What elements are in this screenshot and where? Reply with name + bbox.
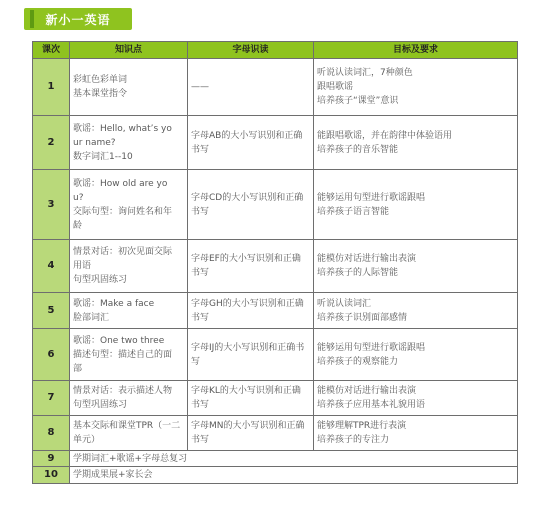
knowledge-line: 数字词汇1--10 [73,151,133,162]
lesson-number: 1 [33,59,70,116]
lesson-number: 4 [33,240,70,293]
letters-line: 字母KL的大小写识别和正确 [191,386,301,396]
lesson-number: 5 [33,293,70,329]
table-row [33,116,518,170]
letters-cell [188,293,314,329]
goals-line: 培养孩子的观察能力 [317,356,399,367]
goals-line: 培养孩子的人际智能 [317,268,399,278]
knowledge-cell [70,59,188,116]
knowledge-cell [70,170,188,240]
header-letters: 字母识读 [188,42,314,59]
letters-line: 书写 [191,268,210,278]
knowledge-line: 歌谣：How old are yo [73,178,168,189]
knowledge-line: ur name? [73,137,116,148]
letters-line: 书写 [191,435,210,445]
lesson-number: 8 [33,416,70,451]
goals-line: 能模仿对话进行输出表演 [317,254,417,264]
goals-cell [314,240,518,293]
knowledge-line: 句型巩固练习 [73,275,128,285]
knowledge-line: 描述句型：描述自己的面 [73,349,173,360]
lesson-number: 2 [33,116,70,170]
knowledge-line: 单元） [73,435,101,445]
goals-line: 培养孩子的专注力 [317,435,390,445]
knowledge-cell [70,116,188,170]
goals-line: 能够运用句型进行歌谣跟唱 [317,192,426,203]
letters-cell [188,381,314,416]
table-header-row [33,42,518,59]
letters-line: 字母GH的大小写识别和正确 [191,298,304,309]
table-row [33,170,518,240]
knowledge-line: u? [73,192,84,203]
knowledge-line: 龄 [73,220,83,231]
table-row [33,240,518,293]
letters-line: 书写 [191,312,210,323]
knowledge-line: 歌谣：Hello, what’s yo [73,123,172,134]
goals-line: 能够运用句型进行歌谣跟唱 [317,342,426,353]
knowledge-line: 情景对话：初次见面交际 [73,247,173,257]
table-row [33,329,518,381]
goals-cell [314,416,518,451]
knowledge-line: 脸部词汇 [73,312,110,323]
goals-cell [314,116,518,170]
goals-line: 听说认读词汇，7种颜色 [317,68,413,78]
letters-cell [188,240,314,293]
goals-line: 培养孩子应用基本礼貌用语 [317,400,426,410]
letters-cell [188,329,314,381]
goals-cell [314,293,518,329]
goals-line: 培养孩子的音乐智能 [317,144,399,155]
goals-line: 听说认读词汇 [317,298,372,309]
letters-line: 字母CD的大小写识别和正确 [191,192,304,203]
letters-cell [188,416,314,451]
letters-line: 书写 [191,206,210,217]
table-row [33,59,518,116]
letters-cell [188,116,314,170]
table-row [33,416,518,451]
knowledge-line: 交际句型：询问姓名和年 [73,206,173,217]
goals-cell [314,381,518,416]
goals-line: 培养孩子识别面部感情 [317,312,408,323]
header-goals: 目标及要求 [314,42,518,59]
knowledge-line: 歌谣：One two three [73,335,165,346]
table-row [33,467,518,484]
lesson-number: 3 [33,170,70,240]
goals-line: 能跟唱歌谣，并在韵律中体验语用 [317,130,453,141]
letters-cell [188,170,314,240]
lesson-number: 7 [33,381,70,416]
header-lesson: 课次 [33,42,70,59]
lesson-number: 6 [33,329,70,381]
goals-cell [314,170,518,240]
table-body [33,59,518,484]
lesson-number: 9 [33,451,70,467]
knowledge-line: 彩虹色彩单词 [73,75,128,85]
goals-cell [314,329,518,381]
letters-cell [188,59,314,116]
summary-cell: 学期成果展+家长会 [70,467,518,484]
knowledge-cell [70,329,188,381]
table-row [33,451,518,467]
lesson-number: 10 [33,467,70,484]
knowledge-line: 基本交际和课堂TPR（一二 [73,421,181,431]
goals-line: 培养孩子“课堂”意识 [317,96,399,106]
knowledge-line: 歌谣：Make a face [73,298,155,309]
course-title: 新小一英语 [45,13,111,27]
table-row [33,381,518,416]
knowledge-line: 部 [73,363,83,374]
knowledge-line: 情景对话：表示描述人物 [73,386,173,396]
course-title-badge [24,8,132,30]
knowledge-line: 基本课堂指令 [73,89,128,99]
goals-cell [314,59,518,116]
letters-line: 写 [191,356,201,367]
knowledge-cell [70,416,188,451]
goals-line: 跟唱歌谣 [317,82,354,92]
knowledge-line: 句型巩固练习 [73,400,128,410]
letters-line: 字母MN的大小写识别和正确 [191,421,305,431]
letters-line: 字母IJ的大小写识别和正确书 [191,342,305,353]
letters-line: 书写 [191,400,210,410]
knowledge-cell [70,240,188,293]
letters-line: 书写 [191,144,210,155]
letters-line: 字母AB的大小写识别和正确 [191,130,303,141]
letters-line: 字母EF的大小写识别和正确 [191,254,301,264]
syllabus-table [32,41,518,484]
knowledge-line: 用语 [73,261,92,271]
goals-line: 培养孩子语言智能 [317,206,390,217]
knowledge-cell [70,293,188,329]
goals-line: 能够理解TPR进行表演 [317,421,407,431]
letters-line: —— [191,82,209,92]
goals-line: 能模仿对话进行输出表演 [317,386,417,396]
knowledge-cell [70,381,188,416]
header-knowledge: 知识点 [70,42,188,59]
summary-cell: 学期词汇+歌谣+字母总复习 [70,451,518,467]
table-row [33,293,518,329]
